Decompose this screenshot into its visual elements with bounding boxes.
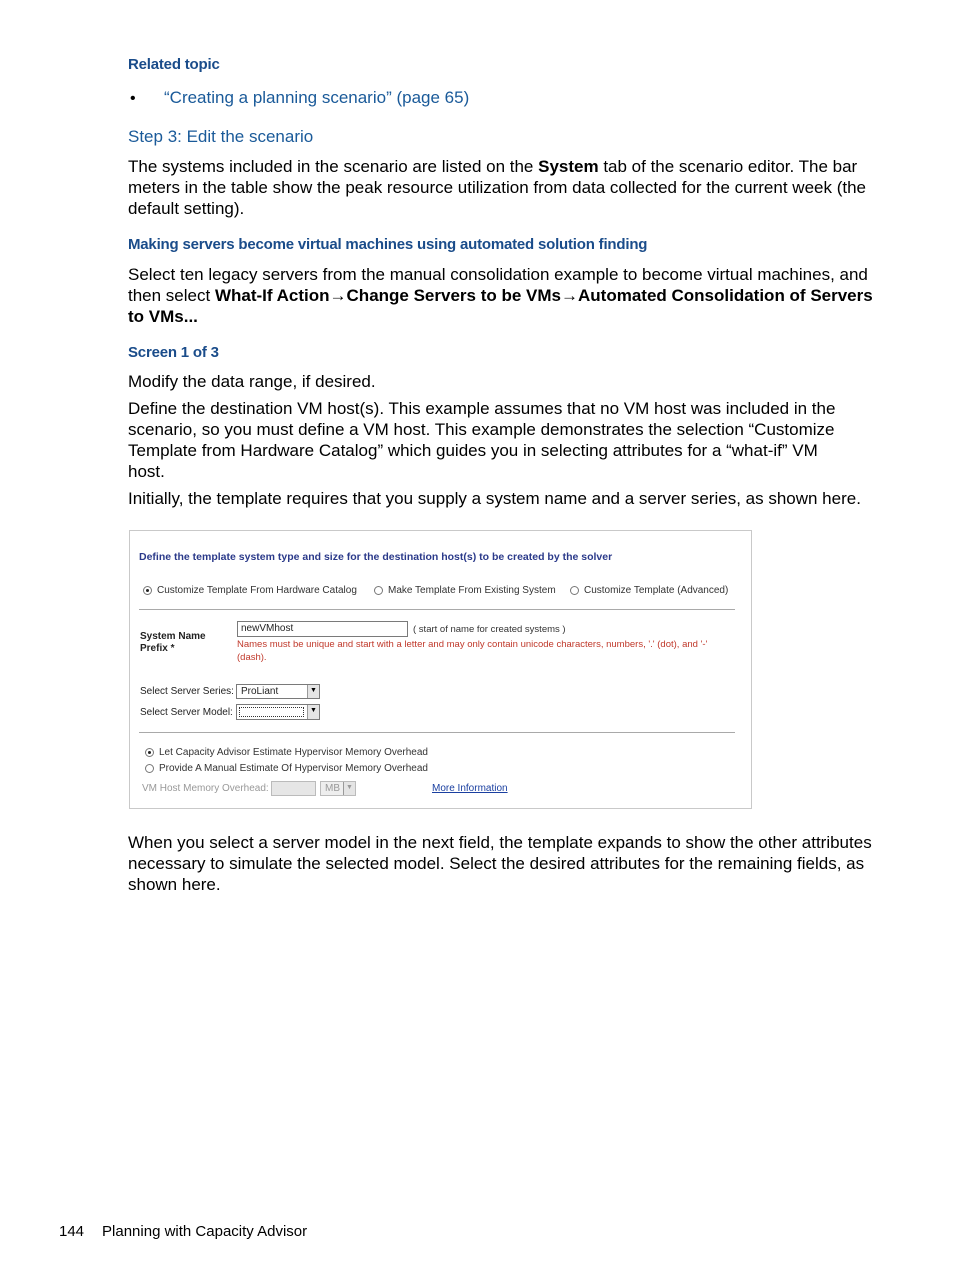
radio-manual-overhead[interactable] xyxy=(145,763,428,774)
step3-paragraph xyxy=(128,156,873,219)
panel-title: Define the template system type and size for the destination host(s) to be created by the solver xyxy=(139,551,613,563)
radio1-label: Customize Template From Hardware Catalog xyxy=(157,585,357,596)
making-servers-heading: Making servers become virtual machines using automated solution finding xyxy=(128,236,648,253)
step3-heading: Step 3: Edit the scenario xyxy=(128,127,314,146)
after-paragraph: When you select a server model in the next field, the template expands to show the other attributes necessary to simulate the selected model. Select the desired attributes for the remaining fields, as shown here. xyxy=(128,833,872,894)
screen1-p2: Define the destination VM host(s). This example assumes that no VM host was included in the scenario, so you must define a VM host. This example demonstrates the selection “Customize Template from Hardware Catalog” which guides you in selecting attributes for a “what-if” VM host. xyxy=(128,399,836,481)
chevron-down-icon: ▼ xyxy=(307,705,319,719)
model-label: Select Server Model: xyxy=(140,707,233,718)
radio-unchecked-icon xyxy=(145,764,154,773)
system-tab-term: System xyxy=(538,157,599,176)
page-number: 144 xyxy=(59,1223,85,1240)
menu-what-if-action: What-If Action xyxy=(214,286,330,305)
server-series-select[interactable] xyxy=(236,684,320,699)
radio-unchecked-icon xyxy=(374,586,383,595)
step3-text-b: tab of the scenario editor. The bar meters in the table show the peak resource utilization from data collected for the current week (the default setting). xyxy=(128,157,866,218)
creating-planning-scenario-link[interactable]: “Creating a planning scenario” (page 65) xyxy=(164,88,470,107)
radio2-label: Make Template From Existing System xyxy=(388,585,556,596)
template-screenshot xyxy=(129,530,752,809)
radio-customize-advanced[interactable] xyxy=(570,585,728,596)
radio-estimate-overhead[interactable] xyxy=(145,747,428,758)
screen1-p3: Initially, the template requires that you supply a system name and a server series, as shown here. xyxy=(128,489,861,508)
radio-customize-from-catalog[interactable] xyxy=(143,585,357,596)
menu-automated-consolidation: Automated Consolidation of Servers to VMs... xyxy=(128,286,873,326)
radio3-label: Customize Template (Advanced) xyxy=(584,585,729,596)
radio-checked-icon xyxy=(145,748,154,757)
bullet-icon: • xyxy=(130,90,136,107)
divider xyxy=(139,609,735,610)
series-value: ProLiant xyxy=(241,686,279,697)
system-name-input[interactable]: newVMhost xyxy=(237,621,408,637)
overhead-label: VM Host Memory Overhead: xyxy=(142,783,269,794)
making-servers-paragraph xyxy=(128,264,873,327)
page-footer xyxy=(59,1223,307,1240)
system-name-hint: ( start of name for created systems ) xyxy=(413,624,566,635)
related-topic-heading: Related topic xyxy=(128,56,220,73)
arrow-icon: → xyxy=(329,286,347,305)
overhead-input[interactable] xyxy=(271,781,316,796)
footer-title: Planning with Capacity Advisor xyxy=(102,1223,308,1240)
radio-unchecked-icon xyxy=(570,586,579,595)
overhead-unit-select[interactable] xyxy=(320,781,356,796)
chevron-down-icon: ▼ xyxy=(343,782,355,795)
menu-change-servers: Change Servers to be VMs xyxy=(346,286,561,305)
series-label: Select Server Series: xyxy=(140,686,234,697)
chevron-down-icon: ▼ xyxy=(307,685,319,698)
more-information-link[interactable]: More Information xyxy=(432,783,508,794)
radio-make-from-existing[interactable] xyxy=(374,585,556,596)
step3-text-a: The systems included in the scenario are listed on the xyxy=(128,157,539,176)
focus-outline xyxy=(239,707,304,717)
arrow-icon: → xyxy=(561,286,578,305)
mem-radio2-label: Provide A Manual Estimate Of Hypervisor Memory Overhead xyxy=(159,763,428,774)
making-text: Select ten legacy servers from the manual consolidation example to become virtual machines, and then select xyxy=(128,265,868,305)
mem-radio1-label: Let Capacity Advisor Estimate Hypervisor Memory Overhead xyxy=(159,747,428,758)
server-model-select[interactable] xyxy=(236,704,320,720)
divider xyxy=(139,732,735,733)
screen1-heading: Screen 1 of 3 xyxy=(128,344,219,361)
system-name-label: System Name Prefix * xyxy=(140,631,206,654)
screen1-p1: Modify the data range, if desired. xyxy=(128,372,376,391)
overhead-unit-value: MB xyxy=(325,783,340,794)
names-rule-text: Names must be unique and start with a letter and may only contain unicode characters, numbers, '.' (dot), and '-' (dash). xyxy=(237,639,708,663)
radio-checked-icon xyxy=(143,586,152,595)
